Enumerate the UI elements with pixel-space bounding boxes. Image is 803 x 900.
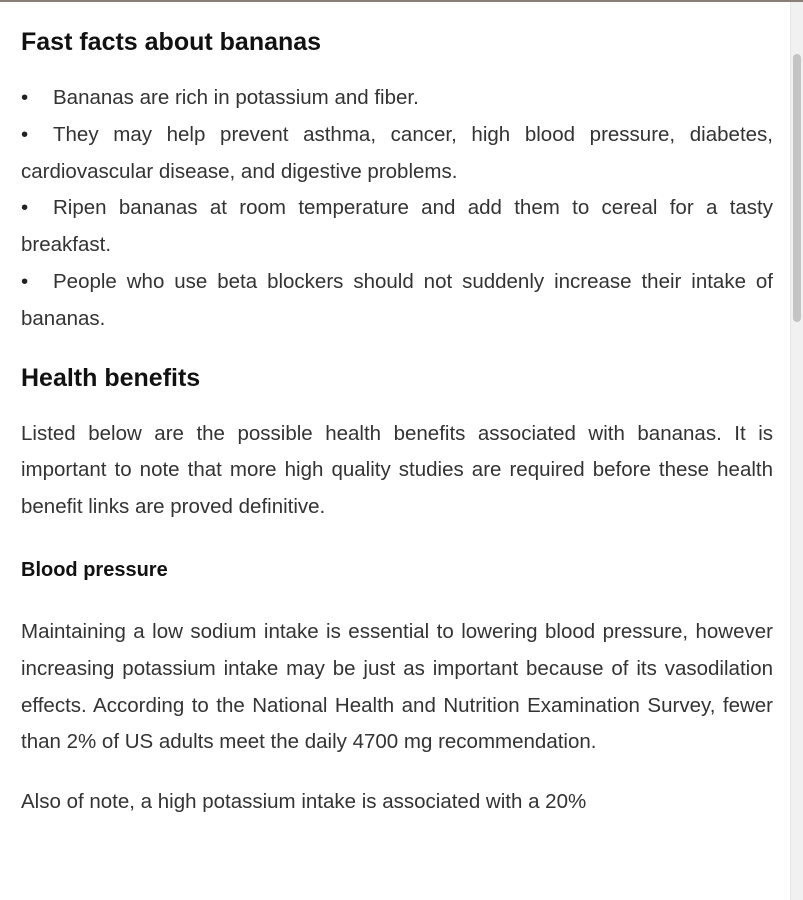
heading-blood-pressure: Blood pressure	[21, 558, 168, 581]
fact-item	[21, 80, 773, 117]
fact-text: They may help prevent asthma, cancer, high blood pressure, diabetes, cardiovascular disease, and digestive problems.	[21, 122, 773, 183]
fast-facts-list	[21, 80, 773, 338]
bullet-icon: •	[21, 269, 29, 293]
scrollbar-track[interactable]	[790, 2, 803, 900]
fact-text: Bananas are rich in potassium and fiber.	[53, 86, 419, 109]
heading-health-benefits: Health benefits	[21, 363, 201, 392]
scrollbar-thumb[interactable]	[793, 54, 801, 322]
article-content	[21, 0, 773, 821]
fact-item	[21, 190, 773, 264]
fact-item	[21, 117, 773, 191]
health-benefits-intro: Listed below are the possible health benefits associated with bananas. It is important to note that more high quality studies are required before these health benefit links are proved definitive.	[21, 421, 773, 519]
bullet-icon: •	[21, 122, 29, 146]
bullet-icon: •	[21, 86, 29, 109]
fact-text: Ripen bananas at room temperature and add them to cereal for a tasty breakfast.	[21, 196, 773, 257]
fact-text: People who use beta blockers should not suddenly increase their intake of bananas.	[21, 269, 773, 330]
blood-pressure-paragraph-2: Also of note, a high potassium intake is associated with a 20%	[21, 790, 587, 814]
fact-item	[21, 264, 773, 338]
bullet-icon: •	[21, 196, 29, 220]
heading-fast-facts: Fast facts about bananas	[21, 28, 322, 56]
blood-pressure-paragraph-1: Maintaining a low sodium intake is essential to lowering blood pressure, however increasing potassium intake may be just as important because of its vasodilation effects. According to the National Health and Nutrition Examination Survey, fewer than 2% of US adults meet the daily 4700 mg recommendation.	[21, 619, 773, 754]
